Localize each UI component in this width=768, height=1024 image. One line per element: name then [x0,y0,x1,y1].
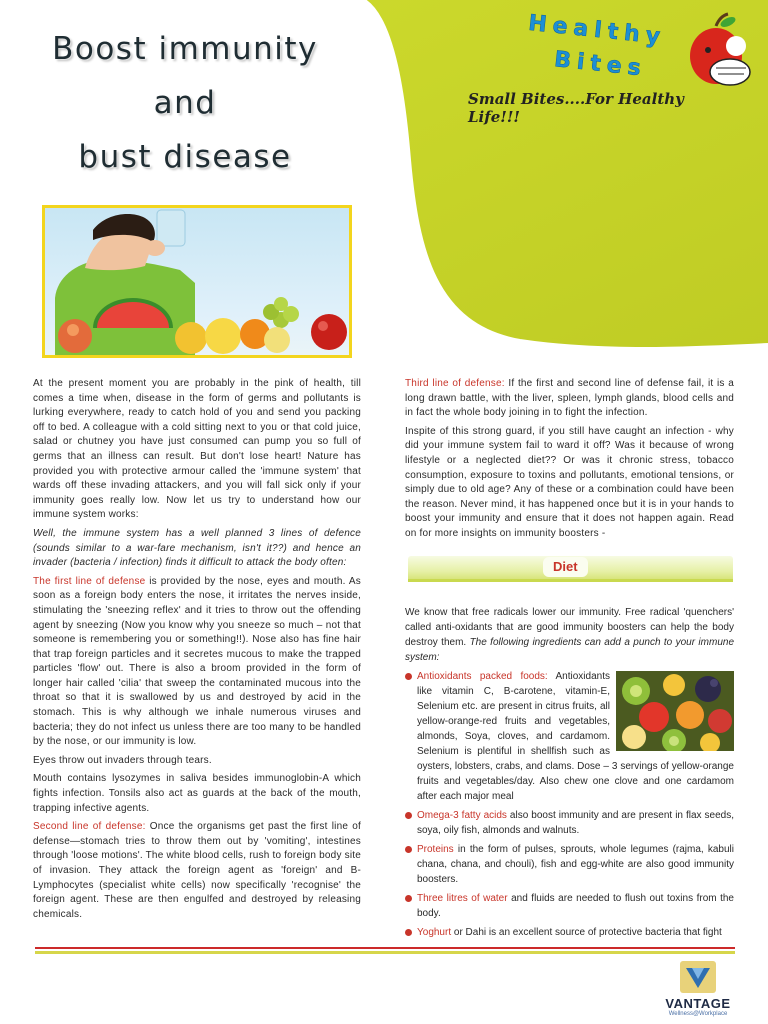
diet-item-water [405,891,734,921]
third-line-text: If the first and second line of defense fail, it is a long drawn battle, with the liver, spleen, lymph glands, blood cells and in fact the whole body joining in to fight the infection. [405,378,734,419]
first-line-paragraph [33,575,361,750]
right-column [405,377,734,546]
diet-intro-italic: The following ingredients can add a punch to your immune system: [405,637,735,663]
defence-overview [33,527,361,571]
infection-paragraph: Inspite of this strong guard, if you still have caught an infection - why did your immune system fail to ward it off? Was it because of wrong lifestyle or a neglected diet?? Or was it chronic stress, tobacco consumption, exposure to toxins and pollutants, emotional tensions, or simply due to old age? Any of these or a combination could have been the reason. Never mind, it has happened once but it is in your hands to boost your immunity and ensure that it does not happen again. Read on for more insights on immunity boosters - [405,425,734,539]
bullet-icon [405,895,412,902]
bitten-apple-mascot-icon [686,12,758,90]
vantage-tagline: Wellness@Workplace [668,1011,728,1017]
diet-item-text: and fluids are needed to flush out toxins from the body. [417,893,734,919]
third-line-paragraph [405,377,734,421]
diet-bar-underline [408,579,733,582]
vantage-name: VANTAGE [665,996,731,1011]
diet-intro [405,605,734,665]
bullet-icon [405,846,412,853]
fruit-salad-illustration [616,671,734,751]
brand-tagline: Small Bites....For Healthy Life!!! [468,90,684,126]
diet-item-lead: Proteins [417,844,454,855]
diet-item-text: Antioxidants like vitamin C, B-carotene, vitamin-E, Selenium etc. are present in citrus fruits, all yellow-orange-red fruits and vegetables, almonds, Soya, cloves, and cardamom. Selenium is plentiful in shellfish such as oysters, lobsters, crabs, and clams. Dose – 3 servings of yellow-orange fruits and vegetables/day. Also chew one clove and one cardamom after each major meal [417,671,734,802]
diet-item-lead: Antioxidants packed foods: [417,671,548,682]
diet-item-text: or Dahi is an excellent source of protective bacteria that fight [451,927,722,938]
second-line-paragraph [33,820,361,922]
diet-section-header [408,556,733,582]
fruit-salad-photo [616,671,734,751]
brand-word-healthy: Healthy [527,10,668,51]
boy-drinking-with-fruits-photo [42,205,352,358]
diet-item-text: also boost immunity and are present in flax seeds, soya, oily fish, almonds and walnuts. [417,810,734,836]
headline-line-2: and [153,85,217,121]
bullet-icon [405,929,412,936]
diet-item-omega3 [405,808,734,838]
footer-rule-red [35,947,735,949]
hero-photo-illustration [45,208,349,355]
diet-item-proteins [405,842,734,887]
vantage-logo [658,960,738,1020]
diet-item-lead: Omega-3 fatty acids [417,810,507,821]
headline-line-1: Boost immunity [52,31,318,67]
diet-list [405,669,734,944]
second-line-text: Once the organisms get past the first line of defense—stomach tries to throw them out by 'vomiting', intestines through 'loose motions'. The white blood cells, rush to foreign body site of invasion. They attack the foreign agent as 'foreign' and B-Lymphocytes (specialist white cells) now specifically 'recognise' the foreign agent. These are then engulfed and destroyed by releasing chemicals. [33,821,362,920]
footer-rule-green [35,951,735,954]
bullet-icon [405,673,412,680]
headline-line-3: bust disease [78,139,292,175]
mouth-paragraph: Mouth contains lysozymes in saliva besides immunoglobin-A which fights infection. Tonsils also act as guards at the back of the mouth, trapping infective agents. [33,773,361,814]
first-line-text: is provided by the nose, eyes and mouth. As soon as a foreign body enters the nose, it irritates the nerves inside, stimulating the 'sneezing reflex' and it tries to throw out the offending agent by sneezing (Now you know why you sneeze so much – not that someone is remembering you or something!!). Nose also has fine hair that trap foreign particles and it secretes mucous to make the trapped particles 'flow' out. There is also a broom provided in the form of longer hair called 'cilia' that sweep the contaminated mucous into the throat so that it is swallowed by us and destroyed by acid in the stomach. This is why although we inhale numerous viruses and bacteria; they do not infect us unless there are too many to be handled by the nose, or our immunity is low. [33,575,361,748]
defence-overview-text: Well, the immune system has a well planned 3 lines of defence (sounds similar to a war-fare mechanism, isn't it??) and hence an invader (bacteria / infection) finds it difficult to attack the body often: [33,527,361,569]
intro-paragraph: At the present moment you are probably in the pink of health, till comes a time when, disease in the form of germs and pollutants is lurking everywhere, ready to catch hold of you and send you packing off to bed. A colleague with a cold sitting next to you or that cold juice, salad or chutney you have just consumed can pump you so full of germs that an illness can result. But don't lose heart! Nature has provided you with protective armour called the 'immune system' that wards off these invading attackers, and you will fall sick only if your immunity goes really low. Now let us try to understand how our immune system works: [33,378,361,521]
bullet-icon [405,812,412,819]
diet-heading: Diet [543,557,588,577]
eyes-paragraph: Eyes throw out invaders through tears. [33,754,212,766]
second-line-heading: Second line of defense: [33,821,146,833]
third-line-heading: Third line of defense: [405,378,505,389]
diet-item-lead: Three litres of water [417,893,508,904]
diet-item-antioxidants [405,669,734,804]
vantage-mark-icon [678,960,718,994]
headline [40,22,330,184]
diet-intro-text: We know that free radicals lower our immunity. Free radical 'quenchers' called anti-oxidants that are good immunity boosters can help the body destroy them. [405,607,734,648]
diet-item-yoghurt [405,925,734,940]
left-column [33,377,361,926]
first-line-heading: The first line of defense [33,575,146,587]
diet-item-text: in the form of pulses, sprouts, whole legumes (rajma, kabuli chana, chana, and chouli), fish and egg-white are also good immunity boosters. [417,844,734,885]
diet-item-lead: Yoghurt [417,927,452,938]
brand-word-bites: Bites [552,47,648,82]
